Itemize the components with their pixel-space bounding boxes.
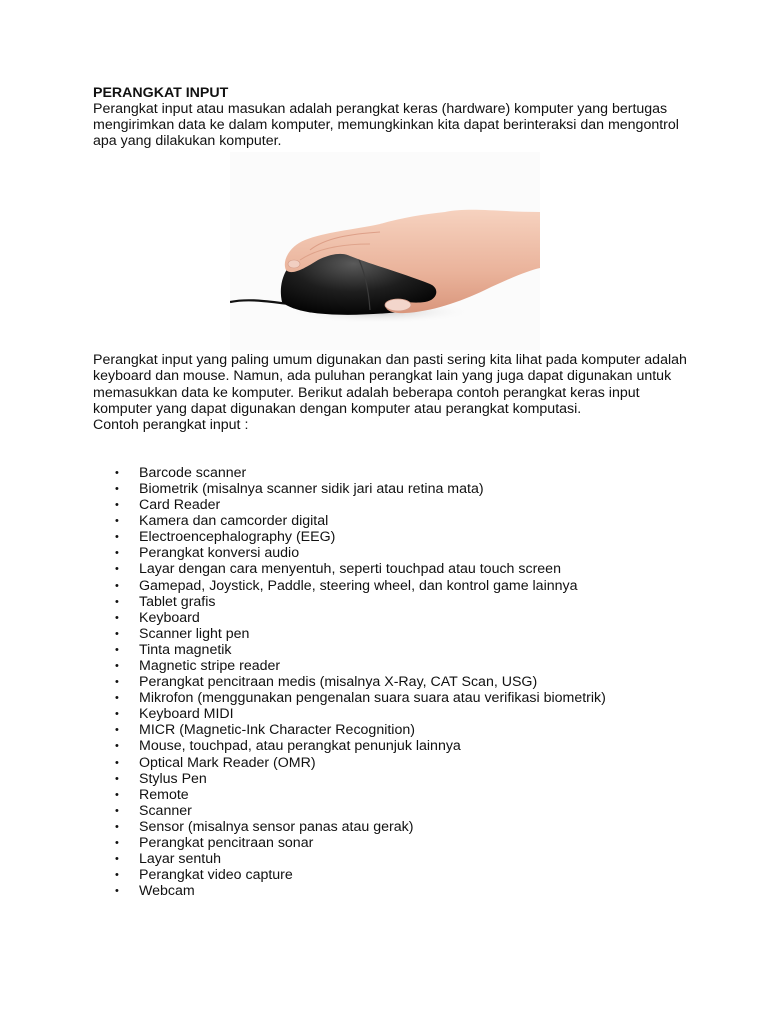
list-item	[93, 738, 693, 754]
list-item	[93, 642, 693, 658]
bullet-icon: •	[115, 482, 119, 495]
bullet-icon: •	[115, 676, 119, 689]
list-item-label: Magnetic stripe reader	[139, 657, 281, 674]
list-item	[93, 690, 693, 706]
list-item	[93, 594, 693, 610]
list-item-label: Scanner	[139, 802, 192, 819]
bullet-icon: •	[115, 627, 119, 640]
list-item	[93, 561, 693, 577]
body-paragraph: Perangkat input yang paling umum digunakan dan pasti sering kita lihat pada komputer adalah keyboard dan mouse. Namun, ada puluhan perangkat lain yang juga dapat digunakan untuk memasukkan data ke komputer. Berikut adalah beberapa contoh perangkat keras input komputer yang dapat digunakan dengan komputer atau perangkat komputasi.	[93, 352, 687, 417]
page-title: PERANGKAT INPUT	[93, 85, 229, 101]
bullet-icon: •	[115, 788, 119, 801]
bullet-icon: •	[115, 837, 119, 849]
mouse-illustration	[230, 152, 540, 350]
input-device-list	[93, 465, 693, 900]
list-item	[93, 883, 693, 899]
list-item-label: Layar dengan cara menyentuh, seperti touchpad atau touch screen	[139, 561, 561, 578]
list-item-label: Kamera dan camcorder digital	[139, 513, 329, 530]
bullet-icon: •	[115, 563, 119, 576]
list-item-label: Tinta magnetik	[139, 641, 232, 658]
list-item	[93, 851, 693, 867]
bullet-icon: •	[115, 853, 119, 866]
list-item-label: Keyboard	[139, 609, 200, 626]
bullet-icon: •	[115, 724, 119, 737]
list-item-label: Card Reader	[139, 497, 221, 514]
list-item-label: Mikrofon (menggunakan pengenalan suara suara atau verifikasi biometrik)	[139, 690, 606, 707]
bullet-icon: •	[115, 643, 119, 656]
list-item	[93, 465, 693, 481]
list-item-label: Perangkat pencitraan sonar	[139, 835, 314, 851]
hand-on-mouse-photo	[230, 152, 540, 350]
bullet-icon: •	[115, 708, 119, 721]
list-item	[93, 835, 693, 851]
bullet-icon: •	[115, 659, 119, 672]
list-item-label: Tablet grafis	[139, 593, 216, 610]
list-item-label: Gamepad, Joystick, Paddle, steering wheel, dan kontrol game lainnya	[139, 577, 578, 594]
list-item-label: Layar sentuh	[139, 851, 222, 868]
bullet-icon: •	[115, 869, 119, 882]
list-item	[93, 674, 693, 690]
bullet-icon: •	[115, 756, 119, 769]
bullet-icon: •	[115, 579, 119, 592]
bullet-icon: •	[115, 595, 119, 608]
bullet-icon: •	[115, 692, 119, 705]
bullet-icon: •	[115, 547, 119, 560]
intro-paragraph: Perangkat input atau masukan adalah perangkat keras (hardware) komputer yang bertugas mengirimkan data ke dalam komputer, memungkinkan kita dapat berinteraksi dan mengontrol apa yang dilakukan komputer.	[93, 101, 679, 150]
list-item-label: Webcam	[139, 883, 195, 900]
bullet-icon: •	[115, 772, 119, 785]
list-item-label: MICR (Magnetic-Ink Character Recognition)	[139, 722, 415, 739]
bullet-icon: •	[115, 804, 119, 817]
list-item-label: Biometrik (misalnya scanner sidik jari atau retina mata)	[139, 480, 484, 497]
list-item-label: Perangkat video capture	[139, 867, 293, 884]
list-item	[93, 626, 693, 642]
list-item	[93, 529, 693, 545]
list-item	[93, 803, 693, 819]
document-body	[93, 85, 693, 899]
bullet-icon: •	[115, 515, 119, 528]
list-item	[93, 610, 693, 626]
list-item	[93, 755, 693, 771]
list-item	[93, 722, 693, 738]
list-item	[93, 513, 693, 529]
list-item-label: Perangkat konversi audio	[139, 545, 300, 562]
bullet-icon: •	[115, 740, 119, 753]
list-item	[93, 658, 693, 674]
list-item	[93, 706, 693, 722]
list-item-label: Optical Mark Reader (OMR)	[139, 754, 316, 771]
bullet-icon: •	[115, 531, 119, 544]
list-item	[93, 867, 693, 883]
bullet-icon: •	[115, 499, 119, 512]
list-item-label: Sensor (misalnya sensor panas atau gerak)	[139, 818, 414, 835]
list-item-label: Stylus Pen	[139, 770, 207, 787]
spacer	[93, 433, 693, 465]
list-item-label: Electroencephalography (EEG)	[139, 529, 336, 546]
list-item-label: Mouse, touchpad, atau perangkat penunjuk lainnya	[139, 738, 461, 755]
bullet-icon: •	[115, 466, 119, 479]
list-item-label: Keyboard MIDI	[139, 706, 234, 723]
list-item	[93, 787, 693, 803]
list-item-label: Barcode scanner	[139, 464, 247, 481]
list-heading: Contoh perangkat input :	[93, 416, 249, 433]
list-item	[93, 819, 693, 835]
bullet-icon: •	[115, 885, 119, 898]
list-item	[93, 771, 693, 787]
list-item-label: Remote	[139, 786, 189, 803]
bullet-icon: •	[115, 820, 119, 833]
list-item	[93, 545, 693, 561]
list-item	[93, 481, 693, 497]
list-item-label: Scanner light pen	[139, 625, 250, 642]
list-item-label: Perangkat pencitraan medis (misalnya X-Ray, CAT Scan, USG)	[139, 674, 538, 691]
bullet-icon: •	[115, 611, 119, 624]
list-item	[93, 578, 693, 594]
list-item	[93, 497, 693, 513]
